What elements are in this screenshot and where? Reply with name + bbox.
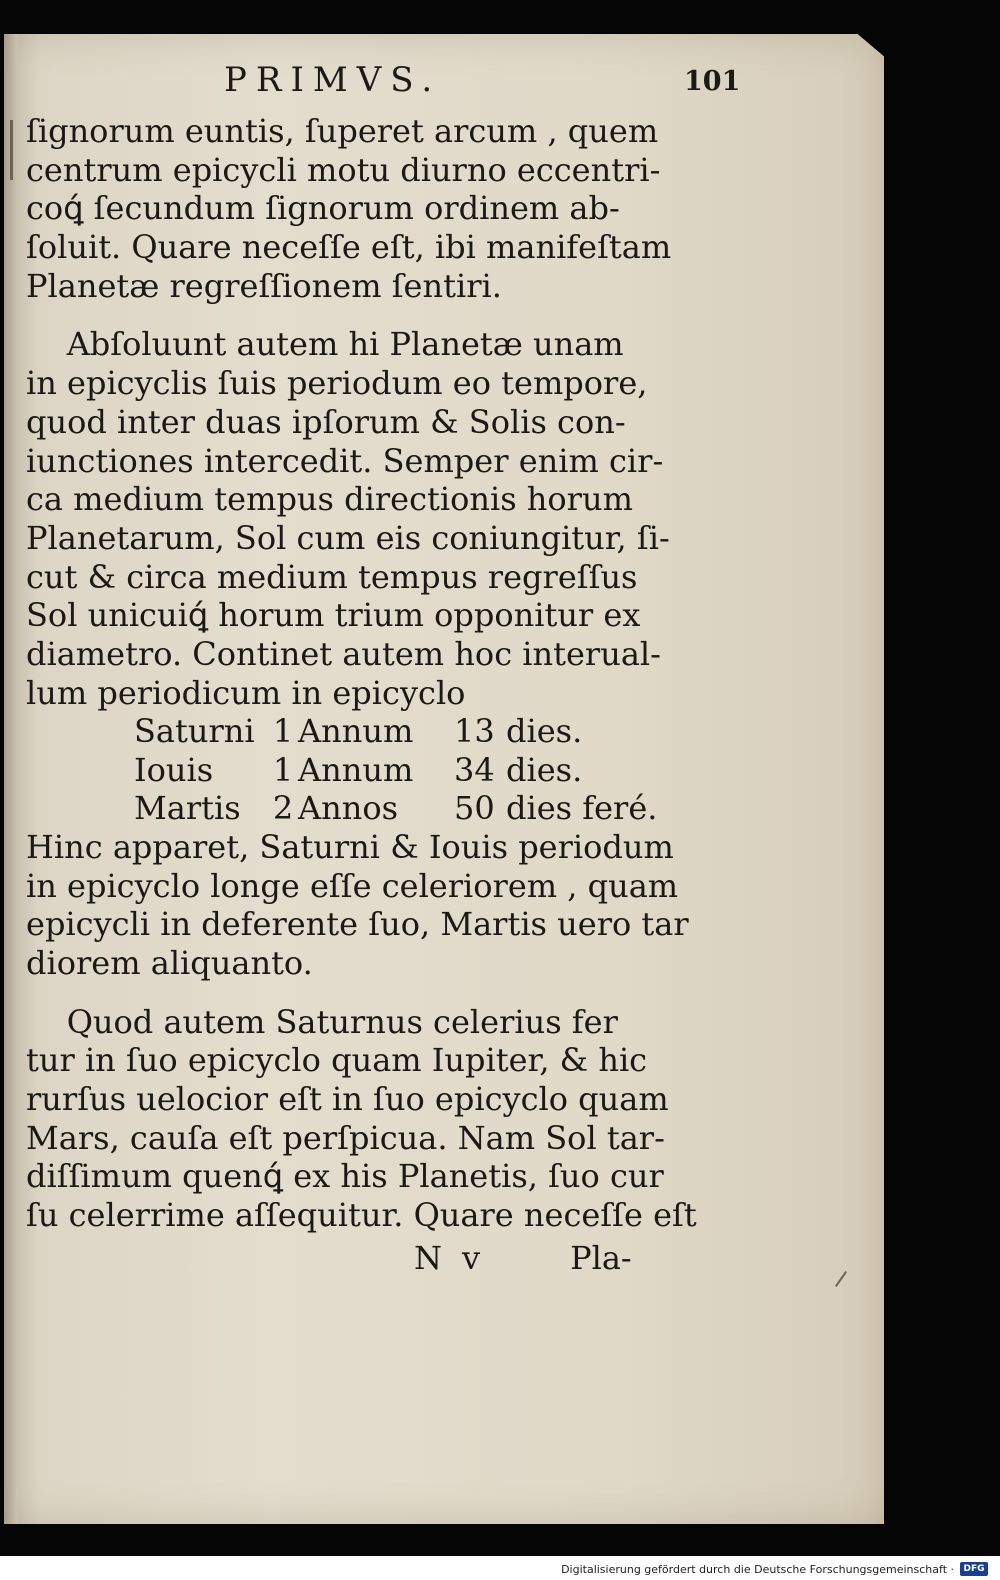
- text-line: Quod autem Saturnus celerius fer: [26, 1002, 618, 1041]
- planet-name: Iouis: [134, 750, 214, 789]
- text-line: lum periodicum in epicyclo: [26, 673, 466, 712]
- catchword: Pla-: [570, 1238, 632, 1277]
- funding-credit: Digitalisierung gefördert durch die Deutsche Forschungsgemeinschaft ·: [561, 1563, 954, 1576]
- text-line: Planetæ regreſſionem ſentiri.: [26, 266, 502, 305]
- text-line: in epicyclo longe eſſe celeriorem , quam: [26, 866, 679, 905]
- text-line: Sol unicuiꝗ́ horum trium opponitur ex: [26, 596, 641, 635]
- day-unit: dies.: [506, 750, 583, 789]
- text-line: diorem aliquanto.: [26, 943, 313, 982]
- planet-name: Saturni: [134, 712, 255, 751]
- day-count: 34: [454, 750, 495, 789]
- text-line: diametro. Continet autem hoc interual-: [26, 634, 661, 673]
- text-line: ſoluit. Quare neceſſe eſt, ibi manifeſtam: [26, 228, 672, 267]
- day-unit: dies.: [506, 712, 583, 751]
- table-row: [134, 712, 676, 751]
- page-number: 101: [684, 66, 741, 97]
- paragraph: [26, 1002, 697, 1235]
- paragraph: [26, 112, 676, 305]
- paragraph-gap: [26, 305, 676, 325]
- catchline: [26, 1239, 676, 1278]
- year-count: 1: [272, 750, 294, 789]
- text-line: rurſus uelocior eſt in ſuo epicyclo quam: [26, 1079, 669, 1118]
- signature-mark: N: [414, 1238, 442, 1277]
- table-row: [134, 789, 676, 828]
- margin-ink-mark: [10, 120, 13, 180]
- page-gutter-shadow: [4, 34, 18, 1524]
- text-line: ſu celerrime aſſequitur. Quare neceſſe eſt: [26, 1196, 697, 1234]
- day-unit: dies feré.: [506, 789, 658, 828]
- text-line: ſignorum euntis, ſuperet arcum , quem: [26, 112, 659, 150]
- day-count: 50: [454, 789, 495, 828]
- year-count: 2: [272, 789, 294, 828]
- paragraph: [26, 827, 689, 983]
- text-line: Planetarum, Sol cum eis coniungitur, ſi-: [26, 518, 670, 557]
- day-count: 13: [454, 712, 495, 751]
- year-unit: Annum: [298, 750, 414, 789]
- table-row: [134, 751, 676, 790]
- paragraph: [26, 325, 676, 712]
- body-text: [26, 112, 697, 1277]
- text-line: centrum epicycli motu diurno eccentri-: [26, 150, 661, 189]
- year-unit: Annum: [298, 712, 414, 751]
- year-count: 1: [272, 712, 294, 751]
- text-line: quod inter duas ipſorum & Solis con-: [26, 402, 626, 441]
- text-line: iunctiones intercedit. Semper enim cir-: [26, 441, 664, 480]
- text-line: Hinc apparet, Saturni & Iouis periodum: [26, 827, 674, 866]
- text-line: cut & circa medium tempus regreſſus: [26, 557, 638, 596]
- signature-number: v: [462, 1238, 481, 1277]
- dfg-logo: DFG: [960, 1562, 988, 1576]
- running-head: PRIMVS.: [224, 60, 442, 100]
- periods-table: [134, 712, 676, 828]
- text-line: in epicyclis ſuis periodum eo tempore,: [26, 364, 648, 403]
- text-line: Abſoluunt autem hi Planetæ unam: [26, 325, 624, 364]
- planet-name: Martis: [134, 789, 241, 828]
- text-line: epicycli in deferente ſuo, Martis uero tar: [26, 905, 689, 944]
- text-line: ca medium tempus directionis horum: [26, 480, 633, 519]
- paragraph-gap: [26, 983, 676, 1003]
- text-line: Mars, cauſa eſt perſpicua. Nam Sol tar-: [26, 1118, 665, 1157]
- text-line: coꝗ́ ſecundum ſignorum ordinem ab-: [26, 189, 620, 228]
- footer-bar: [0, 1556, 1000, 1580]
- year-unit: Annos: [298, 789, 399, 828]
- text-line: diſſimum quenꝗ́ ex his Planetis, ſuo cur: [26, 1157, 664, 1196]
- text-line: tur in ſuo epicyclo quam Iupiter, & hic: [26, 1041, 648, 1080]
